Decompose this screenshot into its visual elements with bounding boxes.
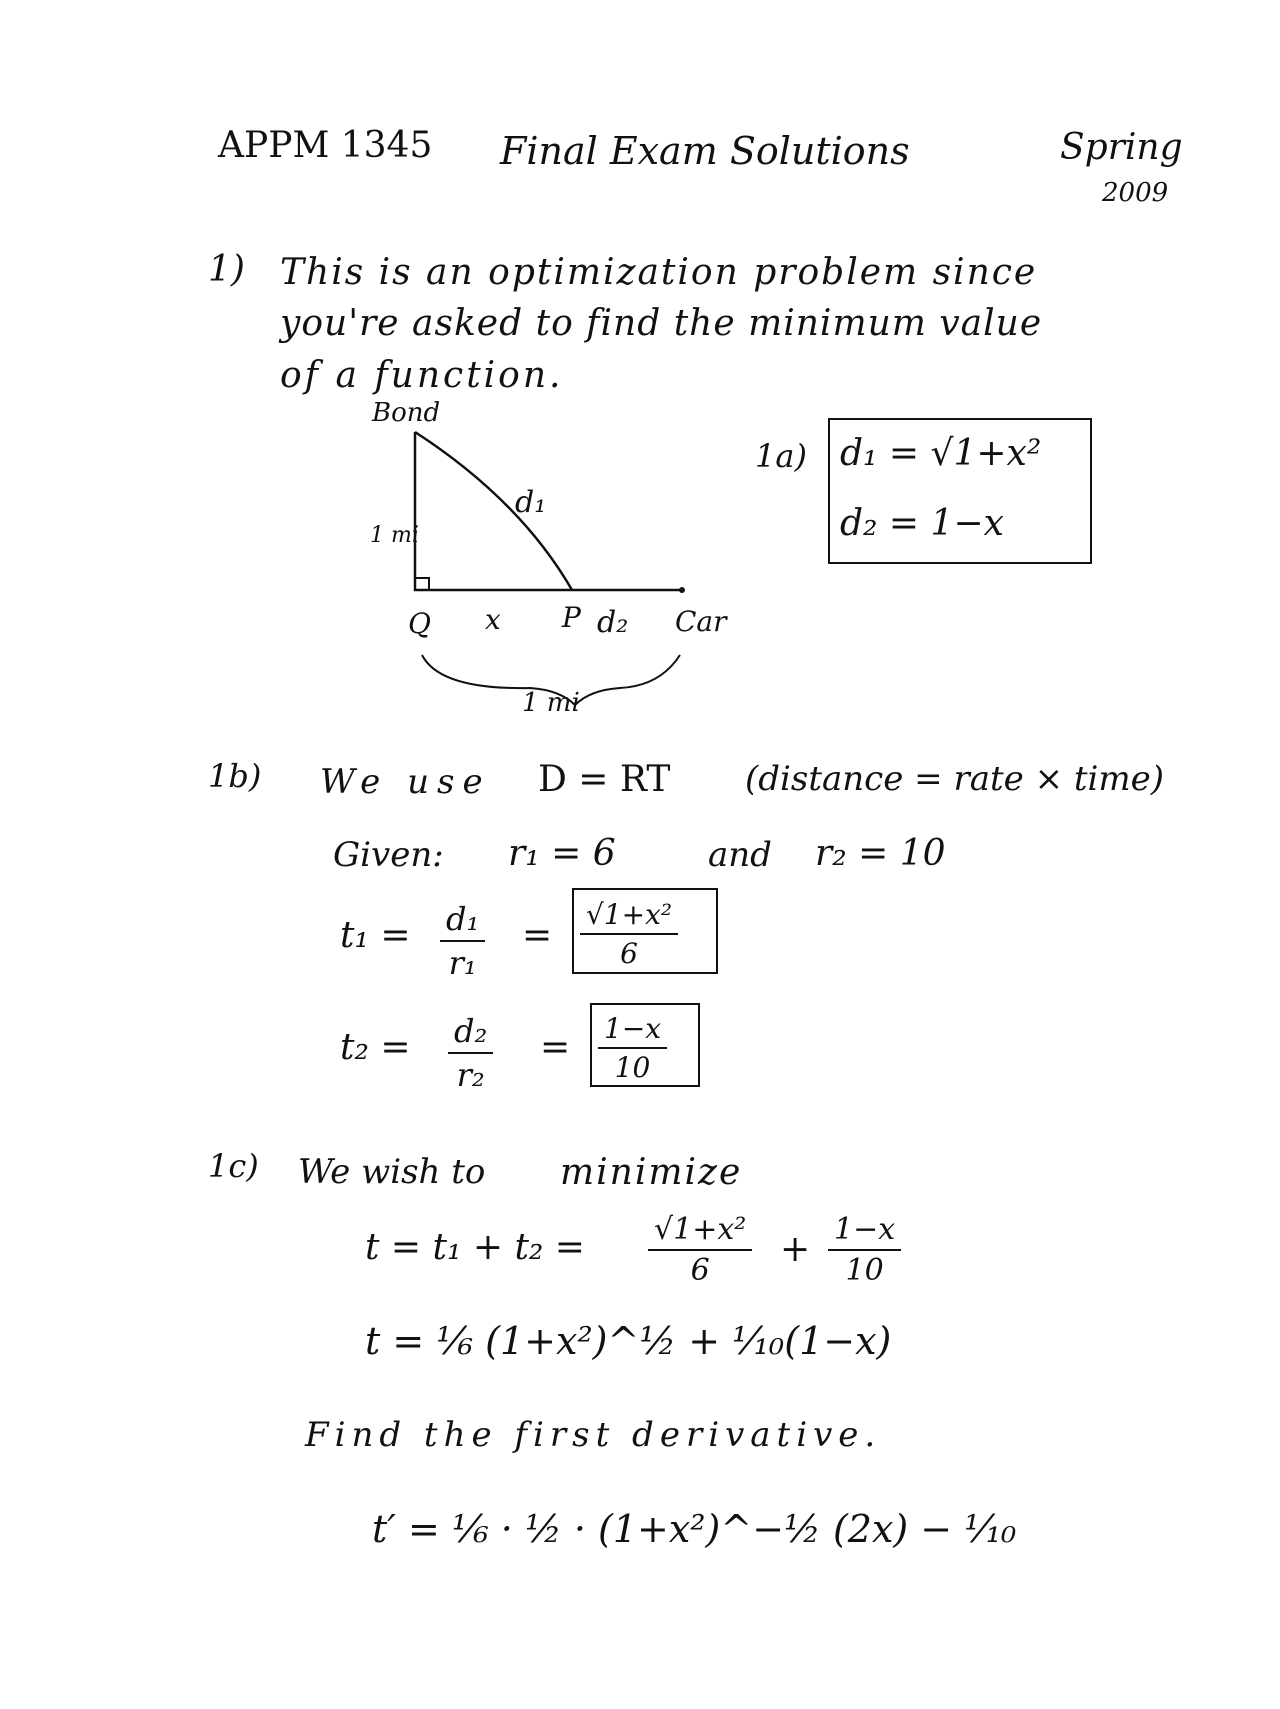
intro-line-3: of a function. (280, 355, 564, 396)
total-time-fraction-1-denominator: 6 (690, 1253, 710, 1288)
drt-formula: D = RT (538, 759, 671, 800)
total-time-fraction-1-numerator: √1+x² (648, 1212, 752, 1251)
and-text: and (708, 835, 772, 875)
t2-denominator: r₂ (456, 1056, 485, 1094)
total-time-expanded: t = ⅙ (1+x²)^½ + ⅒(1−x) (365, 1319, 892, 1363)
wish-text: We wish to (298, 1152, 486, 1192)
term-label: Spring (1060, 127, 1183, 168)
part-1b-label: 1b) (208, 757, 262, 795)
t1-lhs: t₁ = (340, 915, 411, 956)
car-label: Car (675, 605, 727, 638)
total-time-fraction-1 (648, 1212, 752, 1288)
d1-equation: d₁ = √1+x² (840, 433, 1042, 474)
t2-lhs: t₂ = (340, 1027, 411, 1068)
r1-value: r₁ = 6 (508, 833, 616, 874)
t2-numerator: d₂ (448, 1012, 493, 1054)
t1-numerator: d₁ (440, 900, 485, 942)
part-1a-label: 1a) (755, 437, 807, 475)
t2-answer-numerator: 1−x (598, 1012, 667, 1049)
d1-label: d₁ (515, 485, 547, 520)
derivative-equation: t′ = ⅙ · ½ · (1+x²)^−½ (2x) − ⅒ (372, 1507, 1017, 1551)
we-use-text: We use (320, 762, 491, 802)
t1-denominator: r₁ (448, 944, 477, 982)
total-time-fraction-2-denominator: 10 (845, 1253, 884, 1288)
t1-answer-numerator: √1+x² (580, 898, 678, 935)
t2-answer-fraction (598, 1012, 667, 1084)
course-code: APPM 1345 (218, 125, 433, 166)
p-label: P (562, 601, 581, 634)
given-label: Given: (333, 835, 444, 875)
bond-label: Bond (372, 398, 441, 428)
problem-number: 1) (208, 249, 245, 290)
find-derivative-text: Find the first derivative. (305, 1415, 882, 1455)
t2-fraction (448, 1012, 493, 1094)
t1-answer-fraction (580, 898, 678, 970)
t2-answer-denominator: 10 (614, 1051, 651, 1084)
side-label: 1 mi (370, 523, 419, 548)
q-label: Q (408, 607, 431, 640)
d2-equation: d₂ = 1−x (840, 503, 1004, 544)
page-title: Final Exam Solutions (500, 129, 910, 173)
plus-sign: + (780, 1229, 811, 1270)
r2-value: r₂ = 10 (815, 833, 946, 874)
year-label: 2009 (1102, 178, 1169, 208)
t1-answer-denominator: 6 (620, 937, 638, 970)
t1-equals: = (522, 915, 553, 956)
part-1c-label: 1c) (208, 1147, 259, 1185)
total-time-fraction-2 (828, 1212, 901, 1288)
t1-fraction (440, 900, 485, 982)
total-time-lhs: t = t₁ + t₂ = (365, 1227, 585, 1268)
x-label: x (485, 603, 501, 636)
t2-equals: = (540, 1027, 571, 1068)
intro-line-2: you're asked to find the minimum value (280, 303, 1043, 344)
formula-note: (distance = rate × time) (745, 759, 1165, 799)
minimize-text: minimize (560, 1152, 743, 1193)
d2-label: d₂ (597, 605, 629, 640)
total-time-fraction-2-numerator: 1−x (828, 1212, 901, 1251)
intro-line-1: This is an optimization problem since (280, 252, 1038, 293)
base-label: 1 mi (522, 688, 580, 718)
